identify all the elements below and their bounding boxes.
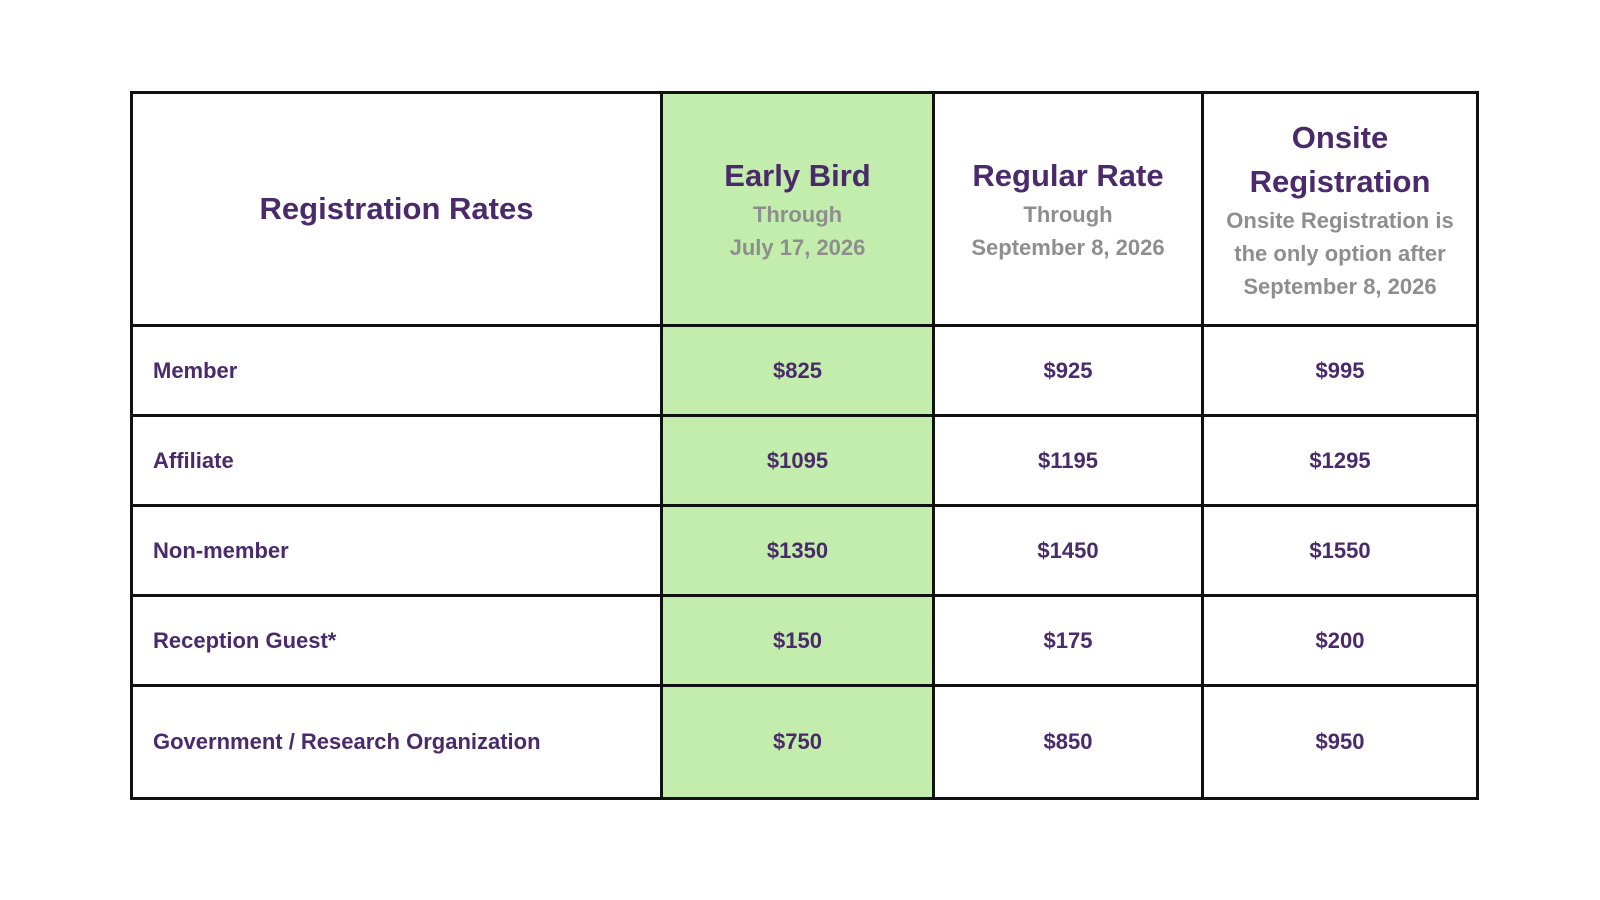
- table-title: Registration Rates: [132, 93, 662, 326]
- row-label: Non-member: [132, 506, 662, 596]
- column-sub-onsite-line2: the only option after: [1234, 240, 1446, 266]
- column-title-onsite-line2: Registration: [1249, 163, 1431, 199]
- column-title-early-bird: Early Bird: [724, 158, 871, 193]
- table-row: [132, 416, 1478, 506]
- price-regular: $925: [934, 326, 1203, 416]
- column-sub-early-bird-line2: July 17, 2026: [729, 235, 866, 260]
- column-sub-regular-line2: September 8, 2026: [971, 235, 1165, 260]
- column-sub-regular-line1: Through: [1023, 202, 1113, 227]
- price-onsite: $1550: [1203, 506, 1478, 596]
- price-early-bird: $1095: [662, 416, 934, 506]
- column-title-regular-rate: Regular Rate: [972, 158, 1164, 193]
- table-row: [132, 506, 1478, 596]
- row-label: Reception Guest*: [132, 596, 662, 686]
- price-early-bird: $1350: [662, 506, 934, 596]
- price-onsite: $950: [1203, 686, 1478, 799]
- price-early-bird: $750: [662, 686, 934, 799]
- column-sub-onsite-line1: Onsite Registration is: [1226, 207, 1454, 233]
- price-early-bird: $825: [662, 326, 934, 416]
- column-header-early-bird: [662, 93, 934, 326]
- column-sub-onsite-line3: September 8, 2026: [1243, 273, 1437, 299]
- column-header-regular-rate: [934, 93, 1203, 326]
- price-regular: $1450: [934, 506, 1203, 596]
- table-row: [132, 596, 1478, 686]
- price-onsite: $995: [1203, 326, 1478, 416]
- price-regular: $850: [934, 686, 1203, 799]
- column-title-onsite-line1: Onsite: [1291, 119, 1389, 155]
- price-regular: $1195: [934, 416, 1203, 506]
- column-header-onsite: [1203, 93, 1478, 326]
- row-label: Member: [132, 326, 662, 416]
- row-label: Government / Research Organization: [132, 686, 662, 799]
- price-regular: $175: [934, 596, 1203, 686]
- row-label: Affiliate: [132, 416, 662, 506]
- registration-rates-table: [130, 91, 1479, 800]
- table-row: [132, 686, 1478, 799]
- column-sub-early-bird-line1: Through: [752, 202, 843, 227]
- price-onsite: $1295: [1203, 416, 1478, 506]
- table-header-row: [132, 93, 1478, 326]
- price-onsite: $200: [1203, 596, 1478, 686]
- table-row: [132, 326, 1478, 416]
- price-early-bird: $150: [662, 596, 934, 686]
